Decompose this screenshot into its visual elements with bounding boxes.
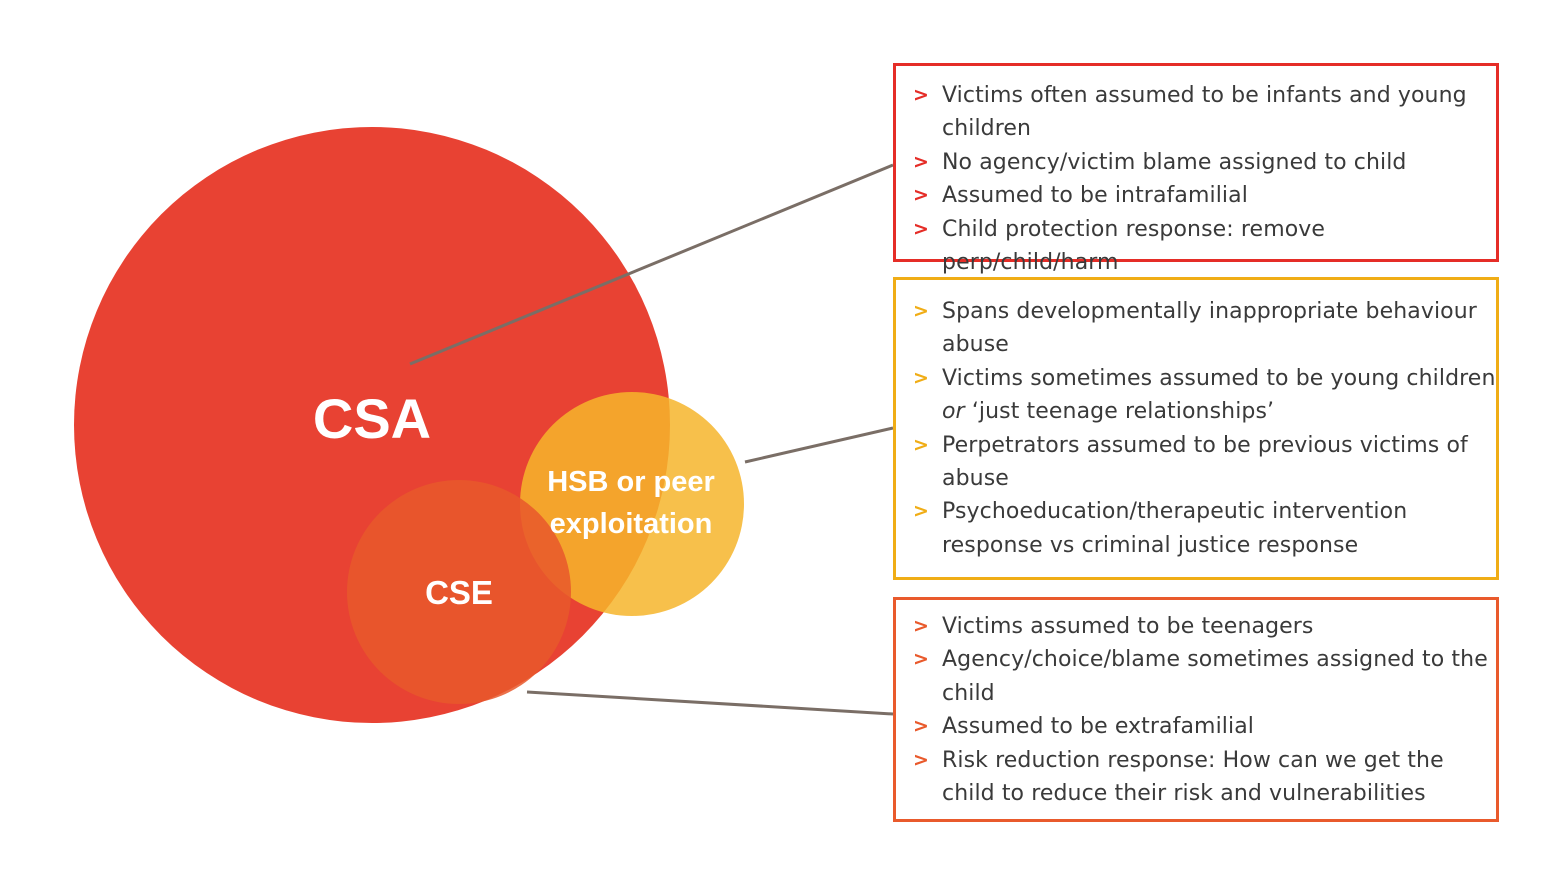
list-item-text: Child protection response: remove perp/child/harm <box>942 216 1326 276</box>
bullet-chevron: > <box>913 615 930 637</box>
list-item-text-italic: or <box>942 399 965 425</box>
connector-hsb <box>745 428 893 462</box>
list-item <box>896 744 1496 811</box>
list-item-text-after: ‘just teenage relationships’ <box>971 399 1275 425</box>
list-item-text-main: Victims sometimes assumed to be young children <box>942 365 1496 391</box>
list-item <box>896 710 1496 743</box>
list-item <box>896 495 1496 562</box>
list-item <box>896 213 1496 280</box>
list-item <box>896 79 1496 146</box>
cse-bullet-list <box>896 610 1496 810</box>
list-item <box>896 643 1496 710</box>
list-item <box>896 362 1496 429</box>
list-item-text: Psychoeducation/therapeutic intervention response vs criminal justice response <box>942 499 1408 558</box>
bullet-chevron: > <box>913 84 930 106</box>
list-item-text: Assumed to be intrafamilial <box>942 183 1248 209</box>
hsb-label-line1: HSB or peer <box>547 466 715 498</box>
csa-bullet-list <box>896 79 1496 279</box>
cse-description-box <box>893 597 1499 822</box>
csa-description-box <box>893 63 1499 276</box>
list-item <box>896 146 1496 179</box>
list-item <box>896 295 1496 362</box>
hsb-label-line2: exploitation <box>549 508 713 540</box>
list-item-text: Victims assumed to be teenagers <box>942 614 1314 639</box>
bullet-chevron: > <box>913 648 930 671</box>
connector-cse <box>527 692 893 714</box>
list-item-text: Risk reduction response: How can we get the child to reduce their risk and vulnerabilities <box>942 747 1444 807</box>
list-item <box>896 610 1496 643</box>
list-item <box>896 429 1496 496</box>
list-item <box>896 179 1496 212</box>
list-item-text: Assumed to be extrafamilial <box>942 714 1255 740</box>
list-item-text: Victims often assumed to be infants and young children <box>942 83 1467 142</box>
list-item-text: Perpetrators assumed to be previous victims of abuse <box>942 432 1468 492</box>
bullet-chevron: > <box>913 300 930 322</box>
list-item-text: Spans developmentally inappropriate behaviour abuse <box>942 299 1477 358</box>
list-item-text <box>942 366 1495 424</box>
bullet-chevron: > <box>913 748 930 771</box>
csa-label: CSA <box>312 387 432 450</box>
bullet-chevron: > <box>913 150 930 173</box>
list-item-text: No agency/victim blame assigned to child <box>942 149 1407 175</box>
bullet-chevron: > <box>913 500 930 523</box>
bullet-chevron: > <box>913 366 930 389</box>
bullet-chevron: > <box>913 433 930 456</box>
cse-label: CSE <box>425 574 493 611</box>
bullet-chevron: > <box>913 217 930 240</box>
list-item-text: Agency/choice/blame sometimes assigned to the child <box>942 647 1488 706</box>
hsb-description-box <box>893 277 1499 580</box>
bullet-chevron: > <box>913 184 930 207</box>
hsb-bullet-list <box>896 295 1496 562</box>
bullet-chevron: > <box>913 715 930 738</box>
